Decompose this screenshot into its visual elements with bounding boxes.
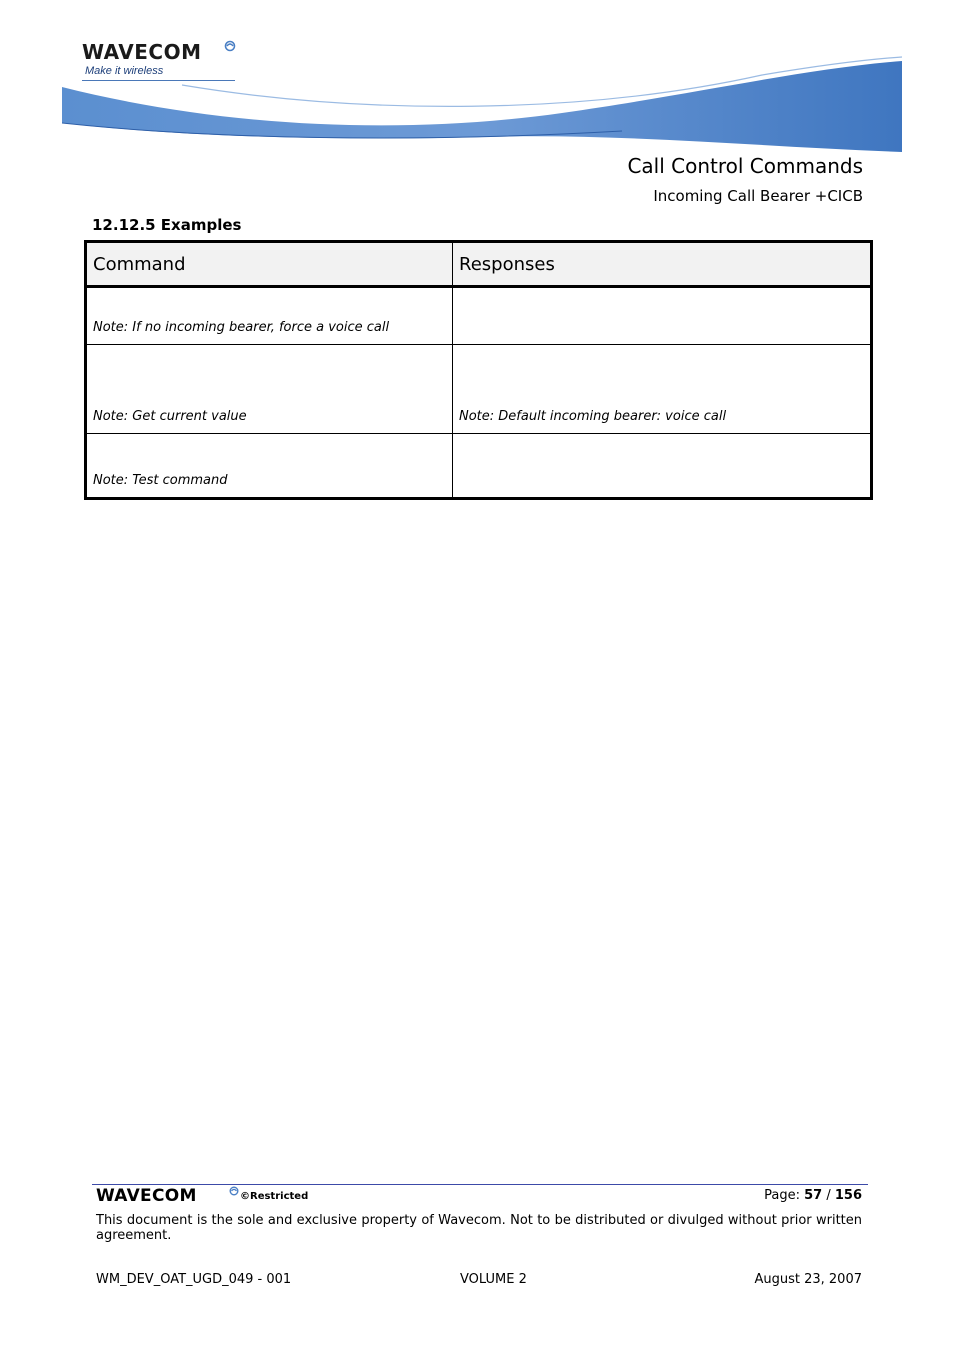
footer-logo: WAVECOM <box>96 1186 197 1206</box>
column-header-command: Command <box>86 242 453 287</box>
footer-logo-swirl-icon <box>229 1186 239 1196</box>
examples-heading: 12.12.5 Examples <box>92 216 242 234</box>
page-separator: / <box>826 1188 831 1203</box>
footer-divider <box>92 1184 868 1185</box>
page-total: 156 <box>834 1188 862 1203</box>
response-note <box>453 434 872 499</box>
table-header-row <box>86 242 872 287</box>
page-number <box>764 1188 862 1203</box>
restricted-label: ©Restricted <box>240 1191 309 1202</box>
section-title: Call Control Commands <box>627 154 863 178</box>
response-note <box>453 287 872 345</box>
section-subtitle: Incoming Call Bearer +CICB <box>653 187 863 205</box>
header-swoosh-banner <box>62 55 902 155</box>
logo-swirl-icon <box>224 40 236 52</box>
page-current: 57 <box>804 1188 823 1203</box>
document-volume: VOLUME 2 <box>460 1272 527 1287</box>
response-note: Note: Default incoming bearer: voice call <box>453 345 872 434</box>
command-note: Note: Test command <box>86 434 453 499</box>
document-date: August 23, 2007 <box>754 1272 862 1287</box>
footer-disclaimer: This document is the sole and exclusive property of Wavecom. Not to be distributed or divulged without prior written agreement. <box>96 1213 862 1243</box>
table-row <box>86 434 872 499</box>
document-id: WM_DEV_OAT_UGD_049 - 001 <box>96 1272 292 1287</box>
table-row <box>86 287 872 345</box>
table-row <box>86 345 872 434</box>
command-note: Note: Get current value <box>86 345 453 434</box>
column-header-responses: Responses <box>453 242 872 287</box>
command-note: Note: If no incoming bearer, force a voice call <box>86 287 453 345</box>
examples-table <box>84 240 873 500</box>
logo-tagline: Make it wireless <box>85 65 164 77</box>
logo-wordmark: WAVECOM <box>82 40 202 64</box>
page-label: Page: <box>764 1188 800 1203</box>
